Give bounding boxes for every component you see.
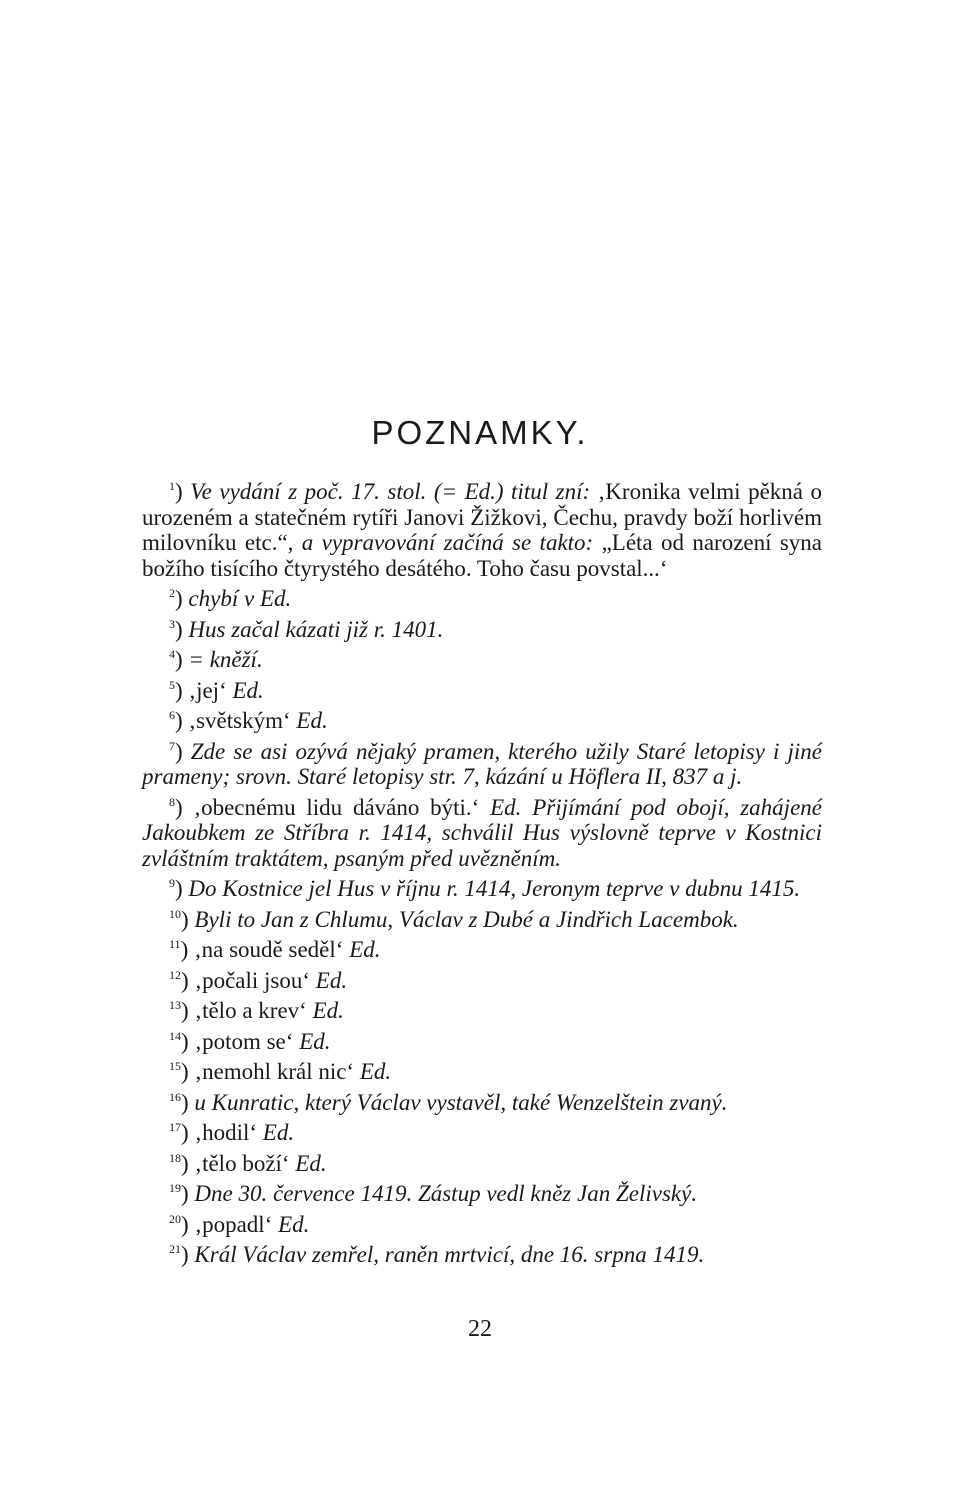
footnote-text: Ve vydání z poč. 17. stol. (= Ed.) titul zní: (190, 479, 598, 504)
footnote-text: Dne 30. července 1419. Zástup vedl kněz Jan Želivský. (194, 1181, 698, 1206)
footnote: $^{20}$) ‚popadl‘ Ed. (169, 1211, 310, 1237)
footnote-number: 3 (169, 616, 175, 631)
footnote-text: ‚světským‘ (188, 708, 297, 733)
footnote-number: 13 (169, 998, 181, 1012)
footnote-text: Zde se asi ozývá nějaký pramen, kterého užily Staré letopisy i jiné prameny; srovn. Staré letopisy str. 7, kázání u Höflera II, 837 a j. (142, 738, 822, 789)
footnote: $^{21}$) Král Václav zemřel, raněn mrtvicí, dne 16. srpna 1419. (169, 1242, 705, 1267)
footnote-text: Ed. (349, 937, 381, 962)
footnote-text: ‚tělo a krev‘ (194, 998, 313, 1023)
footnote-number: 14 (169, 1028, 181, 1043)
footnote-text: Ed. (295, 1150, 327, 1176)
footnote-text: Do Kostnice jel Hus v říjnu r. 1414, Jeronym teprve v dubnu 1415. (188, 876, 801, 901)
footnote-number: 19 (169, 1181, 181, 1195)
footnote-number: 9 (169, 876, 175, 890)
footnote-text: ‚potom se‘ (194, 1028, 300, 1054)
footnote-text: ‚nemohl král nic‘ (194, 1059, 360, 1084)
footnote: $^2$) chybí v Ed. (169, 586, 292, 611)
footnote-text: ‚Kronika velmi pěkná o urozeném a statečném rytíři Janovi Žižkovi, Čechu, pravdy boží horlivém milovníku etc.“, (142, 479, 822, 555)
page-number: 22 (468, 1316, 492, 1342)
footnote: $^{18}$) ‚tělo boží‘ Ed. (169, 1150, 327, 1176)
footnote: $^{19}$) Dne 30. července 1419. Zástup vedl kněz Jan Želivský. (169, 1181, 698, 1206)
footnote-text: Ed. (296, 708, 328, 733)
footnote: $^{15}$) ‚nemohl král nic‘ Ed. (169, 1059, 392, 1084)
footnote: $^3$) Hus začal kázati již r. 1401. (169, 616, 444, 642)
footnote-text: ‚počali jsou‘ (194, 967, 316, 993)
footnote-text: Ed. (262, 1120, 295, 1145)
footnote-number: 11 (169, 937, 181, 951)
footnote-number: 7 (169, 738, 175, 753)
footnote-number: 4 (169, 647, 175, 661)
footnote: $^1$) Ve vydání z poč. 17. stol. (= Ed.) titul zní: ‚Kronika velmi pěkná o urozeném a statečném rytíři Janovi Žižkovi, Čechu, pravdy boží horlivém milovníku etc.“, a vypravování začíná se takto: „Léta od narození syna božího tisícího čtyrystého desátého. Toho času povstal...‘ (142, 479, 823, 581)
footnote-number: 8 (169, 794, 175, 809)
footnote-text: Král Václav zemřel, raněn mrtvicí, dne 16. srpna 1419. (194, 1242, 705, 1267)
footnote-text: = kněží. (188, 647, 263, 672)
footnote: $^{10}$) Byli to Jan z Chlumu, Václav z Dubé a Jindřich Lacembok. (169, 906, 739, 932)
footnote-text: ‚tělo boží‘ (194, 1150, 296, 1176)
footnote: $^5$) ‚jej‘ Ed. (169, 677, 264, 703)
footnote-text: Hus začal kázati již r. 1401. (188, 616, 444, 642)
footnote: $^8$) ‚obecnému lidu dáváno býti.‘ Ed. Přijímání pod obojí, zahájené Jakoubkem ze Stříbra r. 1414, schválil Hus výslovně teprve v Kostnici zvláštním traktátem, psaným před uvězněním. (142, 794, 822, 871)
footnote-text: Ed. Přijímání pod obojí, zahájené Jakoubkem ze Stříbra r. 1414, schválil Hus výslovně teprve v Kostnici zvláštním traktátem, psaným před uvězněním. (142, 794, 822, 871)
footnote: $^6$) ‚světským‘ Ed. (169, 708, 328, 733)
footnotes-list (142, 474, 822, 1268)
footnote-text: ‚obecnému lidu dáváno býti.‘ (193, 794, 491, 820)
footnote-text: Byli to Jan z Chlumu, Václav z Dubé a Jindřich Lacembok. (194, 906, 739, 932)
footnote-number: 15 (169, 1059, 181, 1073)
footnote-number: 5 (169, 677, 175, 692)
footnote-number: 20 (169, 1211, 181, 1226)
footnote-number: 18 (169, 1150, 181, 1165)
footnote: $^{12}$) ‚počali jsou‘ Ed. (169, 967, 348, 993)
footnote: $^{14}$) ‚potom se‘ Ed. (169, 1028, 331, 1054)
footnote: $^{13}$) ‚tělo a krev‘ Ed. (169, 998, 344, 1023)
footnote: $^{17}$) ‚hodil‘ Ed. (169, 1120, 295, 1145)
footnote-text: ‚na soudě seděl‘ (193, 937, 350, 962)
footnote-text: Ed. (315, 967, 348, 993)
footnote: $^{11}$) ‚na soudě seděl‘ Ed. (169, 937, 381, 962)
footnote-text: Ed. (278, 1211, 310, 1237)
footnote-text: ‚hodil‘ (194, 1120, 263, 1145)
footnote: $^9$) Do Kostnice jel Hus v říjnu r. 1414, Jeronym teprve v dubnu 1415. (169, 876, 801, 901)
footnote-number: 6 (169, 708, 175, 722)
footnote-text: ‚popadl‘ (194, 1211, 279, 1237)
footnote-text: Ed. (232, 677, 264, 703)
page-title: POZNAMKY. (371, 414, 589, 452)
footnote-number: 1 (169, 479, 175, 493)
footnote-number: 2 (169, 586, 175, 600)
footnote-text: a vypravování začíná se takto: (301, 530, 602, 555)
footnote-number: 16 (169, 1089, 181, 1104)
footnote: $^4$) = kněží. (169, 647, 263, 672)
footnote-text: u Kunratic, který Václav vystavěl, také Wenzelštein zvaný. (194, 1089, 728, 1115)
footnote-number: 12 (169, 967, 181, 982)
footnote-text: „Léta od narození syna božího tisícího čtyrystého desátého. Toho času povstal...‘ (142, 530, 823, 581)
footnote-text: ‚jej‘ (188, 677, 233, 703)
footnote: $^{16}$) u Kunratic, který Václav vystavěl, také Wenzelštein zvaný. (169, 1089, 728, 1115)
footnote-number: 17 (169, 1120, 181, 1134)
footnote-text: Ed. (312, 998, 344, 1023)
footnote-text: chybí v Ed. (188, 586, 292, 611)
footnote-number: 21 (169, 1242, 181, 1256)
footnote-text: Ed. (299, 1028, 331, 1054)
footnote-number: 10 (169, 906, 181, 921)
footnote: $^7$) Zde se asi ozývá nějaký pramen, kterého užily Staré letopisy i jiné prameny; srovn. Staré letopisy str. 7, kázání u Höflera II, 837 a j. (142, 738, 822, 789)
footnote-text: Ed. (359, 1059, 392, 1084)
